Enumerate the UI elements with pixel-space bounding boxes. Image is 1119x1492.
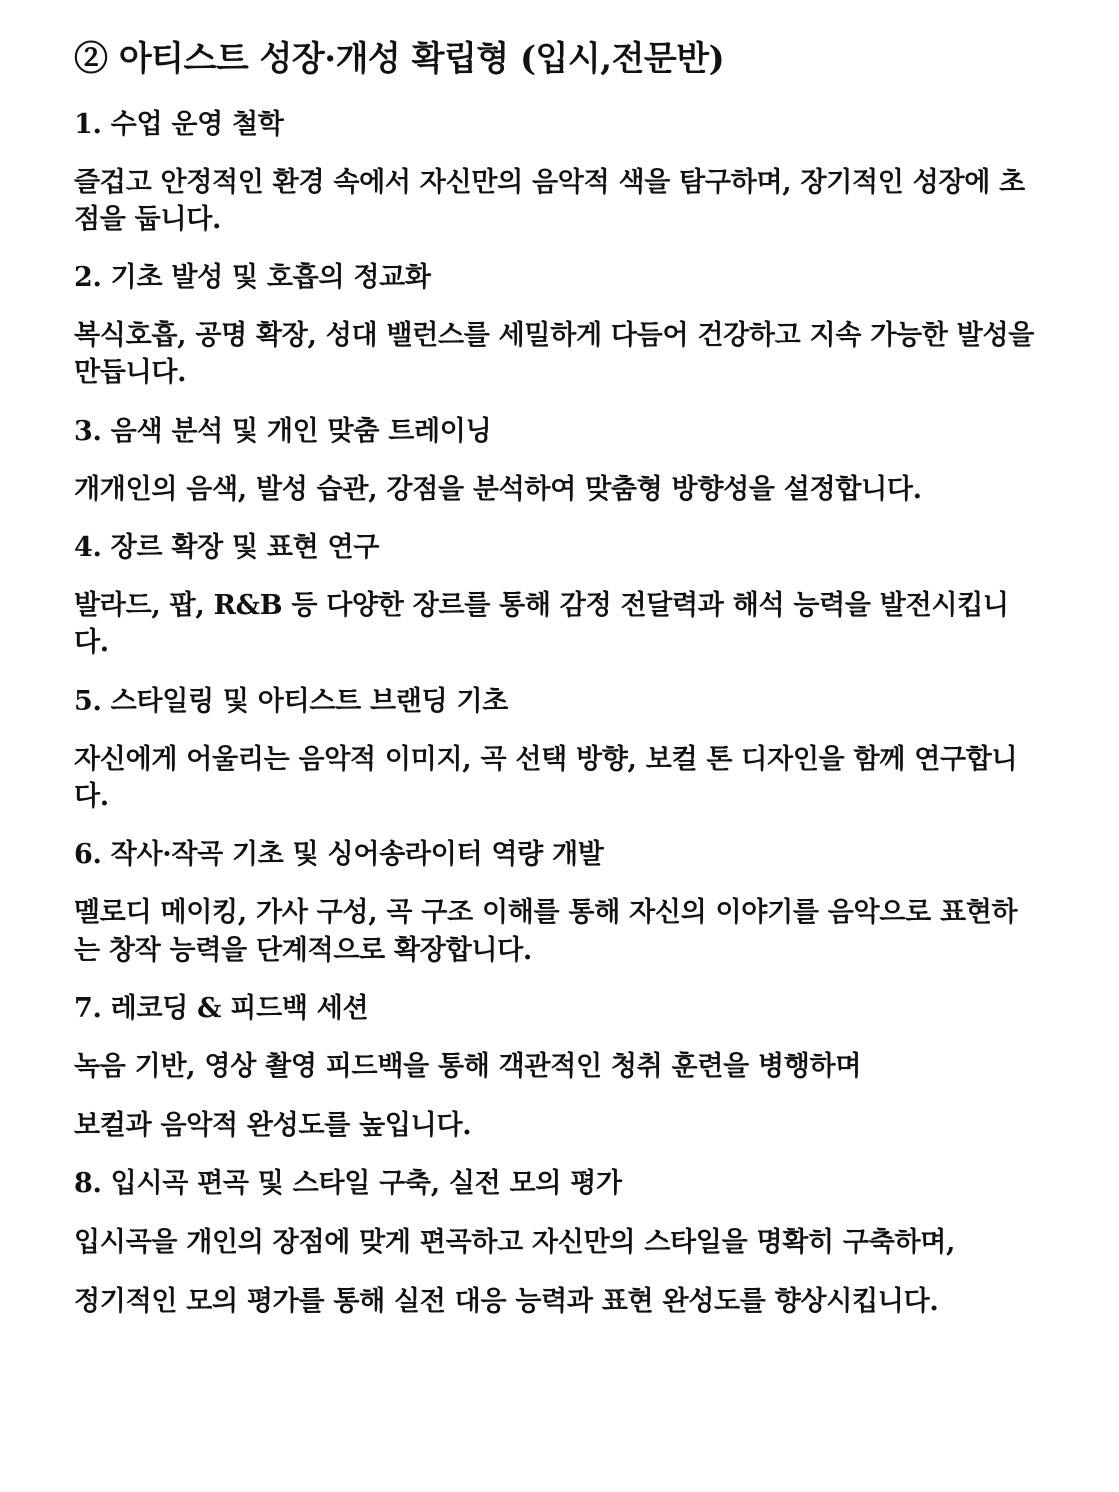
section-6: [74, 837, 1034, 969]
document-page: [74, 38, 1034, 1342]
section-paragraph: 발라드, 팝, R&B 등 다양한 장르를 통해 감정 전달력과 해석 능력을 발전시킵니다.: [74, 590, 1009, 659]
section-heading: 4. 장르 확장 및 표현 연구: [74, 532, 380, 564]
section-heading: 6. 작사·작곡 기초 및 싱어송라이터 역량 개발: [74, 839, 604, 871]
section-2: [74, 260, 1034, 392]
section-8: [74, 1166, 1034, 1320]
section-heading: 3. 음색 분석 및 개인 맞춤 트레이닝: [74, 415, 492, 447]
section-paragraph: 즐겁고 안정적인 환경 속에서 자신만의 음악적 색을 탐구하며, 장기적인 성장에 초점을 둡니다.: [74, 166, 1025, 235]
section-paragraph: 보컬과 음악적 완성도를 높입니다.: [74, 1110, 472, 1142]
section-paragraph: 복식호흡, 공명 확장, 성대 밸런스를 세밀하게 다듬어 건강하고 지속 가능한 발성을 만듭니다.: [74, 320, 1035, 389]
section-paragraph: 개개인의 음색, 발성 습관, 강점을 분석하여 맞춤형 방향성을 설정합니다.: [74, 473, 922, 505]
section-heading: 8. 입시곡 편곡 및 스타일 구축, 실전 모의 평가: [74, 1168, 622, 1200]
section-heading: 7. 레코딩 & 피드백 세션: [74, 992, 369, 1024]
section-heading: 2. 기초 발성 및 호흡의 정교화: [74, 262, 431, 294]
section-5: [74, 684, 1034, 816]
section-4: [74, 530, 1034, 662]
section-1: [74, 107, 1034, 239]
section-paragraph: 입시곡을 개인의 장점에 맞게 편곡하고 자신만의 스타일을 명확히 구축하며,: [74, 1226, 956, 1258]
section-heading: 5. 스타일링 및 아티스트 브랜딩 기초: [74, 685, 509, 717]
section-heading: 1. 수업 운영 철학: [74, 108, 284, 140]
document-title: ② 아티스트 성장·개성 확립형 (입시,전문반): [74, 39, 725, 79]
section-paragraph: 정기적인 모의 평가를 통해 실전 대응 능력과 표현 완성도를 향상시킵니다.: [74, 1285, 939, 1317]
section-paragraph: 멜로디 메이킹, 가사 구성, 곡 구조 이해를 통해 자신의 이야기를 음악으로 표현하는 창작 능력을 단계적으로 확장합니다.: [74, 897, 1018, 966]
section-paragraph: 녹음 기반, 영상 촬영 피드백을 통해 객관적인 청취 훈련을 병행하며: [74, 1050, 862, 1082]
section-3: [74, 414, 1034, 508]
section-7: [74, 991, 1034, 1145]
section-paragraph: 자신에게 어울리는 음악적 이미지, 곡 선택 방향, 보컬 톤 디자인을 함께 연구합니다.: [74, 743, 1018, 812]
